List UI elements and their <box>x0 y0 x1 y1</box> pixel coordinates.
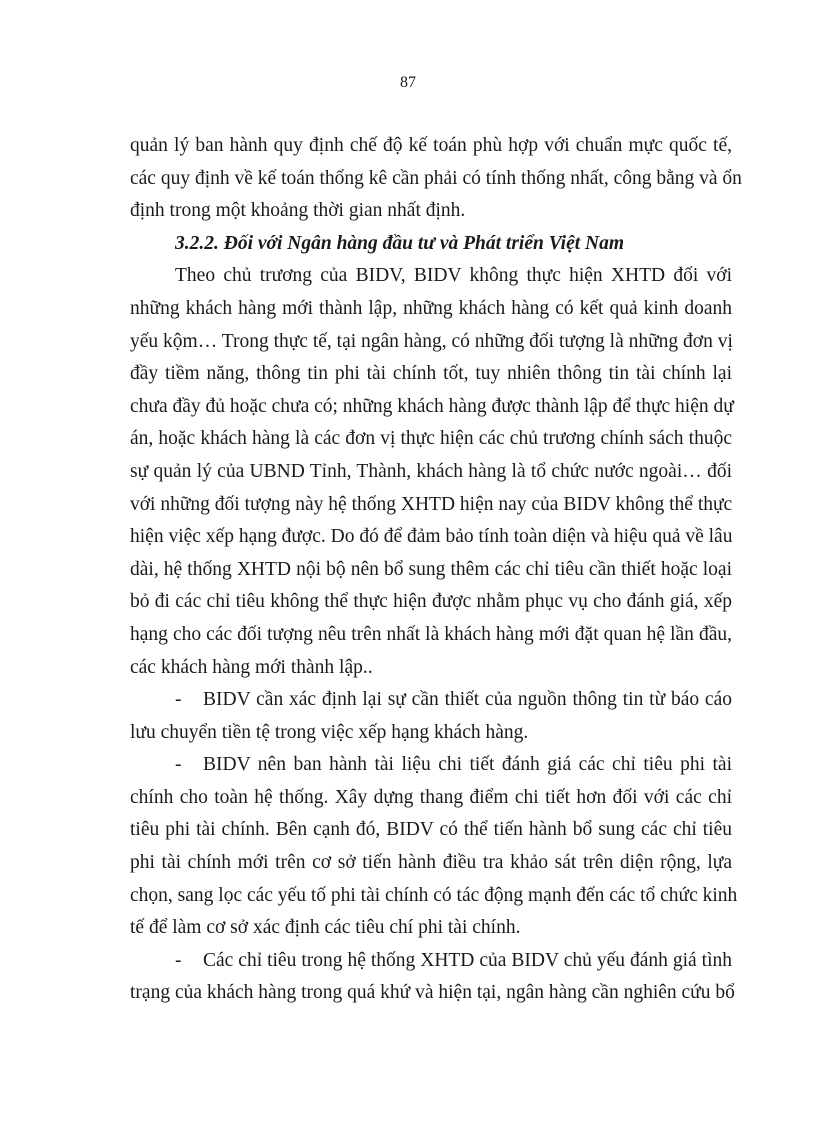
paragraph-line: với những đối tượng này hệ thống XHTD hiện nay của BIDV không thể thực <box>130 493 733 515</box>
paragraph-line: hiện việc xếp hạng được. Do đó để đảm bảo tính toàn diện và hiệu quả về lâu <box>130 526 733 548</box>
paragraph-line: sự quản lý của UBND Tỉnh, Thành, khách hàng là tổ chức nước ngoài… đối <box>130 460 732 482</box>
paragraph-line: những khách hàng mới thành lập, những khách hàng có kết quả kinh doanh <box>130 297 732 319</box>
bullet-marker: - <box>175 949 182 971</box>
bullet-2-line <box>130 749 732 782</box>
bullet-2-line: tế để làm cơ sở xác định các tiêu chí phi tài chính. <box>130 917 521 939</box>
bullet-2-line: phi tài chính mới trên cơ sở tiến hành điều tra khảo sát trên diện rộng, lựa <box>130 852 732 874</box>
bullet-3-line: trạng của khách hàng trong quá khứ và hiện tại, ngân hàng cần nghiên cứu bổ <box>130 982 735 1004</box>
bullet-1-line: lưu chuyển tiền tệ trong việc xếp hạng khách hàng. <box>130 721 529 743</box>
bullet-marker: - <box>175 754 182 776</box>
bullet-2-line: chọn, sang lọc các yếu tố phi tài chính có tác động mạnh đến các tổ chức kinh <box>130 884 738 906</box>
intro-line: định trong một khoảng thời gian nhất định. <box>130 200 466 222</box>
bullet-3-text: Các chỉ tiêu trong hệ thống XHTD của BIDV chủ yếu đánh giá tình <box>203 949 732 971</box>
bullet-1-line <box>130 684 732 717</box>
paragraph-line: Theo chủ trương của BIDV, BIDV không thực hiện XHTD đối với <box>175 265 732 287</box>
bullet-2-text: BIDV nên ban hành tài liệu chi tiết đánh giá các chỉ tiêu phi tài <box>203 754 732 776</box>
bullet-2-line: tiêu phi tài chính. Bên cạnh đó, BIDV có thể tiến hành bổ sung các chỉ tiêu <box>130 819 732 841</box>
paragraph-line: đầy tiềm năng, thông tin phi tài chính tốt, tuy nhiên thông tin tài chính lại <box>130 363 732 385</box>
paragraph-line: hạng cho các đối tượng nêu trên nhất là khách hàng mới đặt quan hệ lần đầu, <box>130 623 732 645</box>
paragraph-line: dài, hệ thống XHTD nội bộ nên bổ sung thêm các chỉ tiêu cần thiết hoặc loại <box>130 558 732 580</box>
bullet-3-line <box>130 945 732 978</box>
paragraph-line: bỏ đi các chỉ tiêu không thể thực hiện được nhằm phục vụ cho đánh giá, xếp <box>130 591 732 613</box>
intro-line: các quy định về kế toán thống kê cần phải có tính thống nhất, công bằng và ổn <box>130 167 742 189</box>
paragraph-line: án, hoặc khách hàng là các đơn vị thực hiện các chủ trương chính sách thuộc <box>130 428 732 450</box>
paragraph-line: chưa đầy đủ hoặc chưa có; những khách hàng được thành lập để thực hiện dự <box>130 395 734 417</box>
paragraph-line: các khách hàng mới thành lập.. <box>130 656 373 678</box>
bullet-1-text: BIDV cần xác định lại sự cần thiết của nguồn thông tin từ báo cáo <box>203 689 732 711</box>
paragraph-line: yếu kộm… Trong thực tế, tại ngân hàng, có những đối tượng là những đơn vị <box>130 330 733 352</box>
section-heading: 3.2.2. Đối với Ngân hàng đầu tư và Phát triển Việt Nam <box>175 232 625 254</box>
page-number: 87 <box>400 74 416 91</box>
bullet-2-line: chính cho toàn hệ thống. Xây dựng thang điểm chi tiết hơn đối với các chỉ <box>130 786 732 808</box>
bullet-marker: - <box>175 689 182 711</box>
intro-line: quản lý ban hành quy định chế độ kế toán phù hợp với chuẩn mực quốc tế, <box>130 135 732 156</box>
body-text <box>130 130 742 1010</box>
